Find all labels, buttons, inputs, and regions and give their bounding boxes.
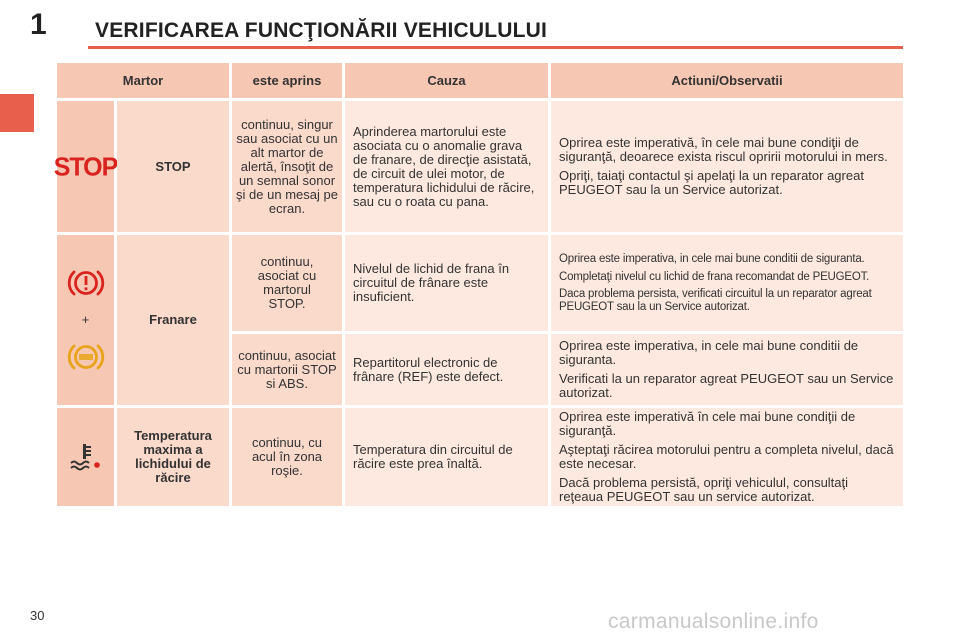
column-header-actiuni: Actiuni/Observatii (551, 63, 903, 98)
row-actions-franare-ref (551, 334, 903, 405)
stop-icon: STOP (53, 151, 118, 182)
column-header-este-aprins: este aprins (232, 63, 342, 98)
row-cause-stop: Aprinderea martorului este asociata cu o anomalie grava de franare, de direcţie asistată, de circuit de ulei motor, de temperatura lichidului de răcire, sau cu o roata cu pana. (345, 101, 548, 232)
column-header-martor: Martor (57, 63, 229, 98)
row-state-temperatura: continuu, cu acul în zona roşie. (232, 408, 342, 506)
action-text: Oprirea este imperativa, in cele mai bune conditii de siguranta. (559, 253, 865, 265)
row-label-franare: Franare (117, 235, 229, 405)
row-label-stop: STOP (117, 101, 229, 232)
row-cause-franare-ref: Repartitorul electronic de frânare (REF) este defect. (345, 334, 548, 405)
row-state-stop: continuu, singur sau asociat cu un alt martor de alertă, însoţit de un semnal sonor şi de un mesaj pe ecran. (232, 101, 342, 232)
row-actions-stop (551, 101, 903, 232)
row-cause-franare-level: Nivelul de lichid de frana în circuitul de frânare este insuficient. (345, 235, 548, 331)
action-text: Completaţi nivelul cu lichid de frana recomandat de PEUGEOT. (559, 270, 870, 283)
action-text: Oprirea este imperativa, in cele mai bune conditii de siguranta. (559, 338, 859, 367)
brake-warning-icons (57, 235, 114, 405)
brake-icon (67, 267, 105, 299)
stop-warning-icon (53, 101, 118, 232)
row-state-franare-ref: continuu, asociat cu martorii STOP si ABS. (232, 334, 342, 405)
action-text: Daca problema persista, verificati circuitul la un reparator agreat PEUGEOT sau la un Service autorizat. (559, 288, 872, 313)
action-text: Oprirea este imperativă, în cele mai bune condiţii de siguranţă, deoarece exista riscul opririi motorului in mers. (559, 135, 888, 164)
action-text: Opriţi, taiaţi contactul şi apelaţi la un reparator agreat PEUGEOT sau la un Service autorizat. (559, 168, 864, 197)
page-title: VERIFICAREA FUNCŢIONĂRII VEHICULULUI (95, 19, 548, 42)
page-number: 30 (30, 608, 45, 623)
temperature-warning-icon (57, 408, 114, 506)
row-cause-temperatura: Temperatura din circuitul de răcire este prea înaltă. (345, 408, 548, 506)
watermark: carmanualsonline.info (608, 610, 819, 633)
column-header-cauza: Cauza (345, 63, 548, 98)
action-text: Aşteptaţi răcirea motorului pentru a completa nivelul, dacă este necesar. (559, 442, 894, 471)
action-text: Oprirea este imperativă în cele mai bune condiţii de siguranţă. (559, 409, 856, 438)
row-actions-franare-level (551, 235, 903, 331)
chapter-side-tab (0, 94, 34, 132)
row-actions-temperatura (551, 408, 903, 506)
row-label-temperatura: Temperatura maxima a lichidului de răcire (117, 408, 229, 506)
row-state-franare-level: continuu, asociat cu martorul STOP. (232, 235, 342, 331)
plus-sign: + (81, 312, 90, 327)
chapter-number: 1 (30, 8, 47, 41)
action-text: Dacă problema persistă, opriţi vehiculul, consultaţi reţeaua PEUGEOT sau un service autorizat. (559, 475, 849, 504)
header-divider (88, 46, 903, 49)
abs-icon (67, 341, 105, 373)
action-text: Verificati la un reparator agreat PEUGEOT sau un Service autorizat. (559, 371, 894, 400)
coolant-temperature-icon (68, 442, 104, 472)
